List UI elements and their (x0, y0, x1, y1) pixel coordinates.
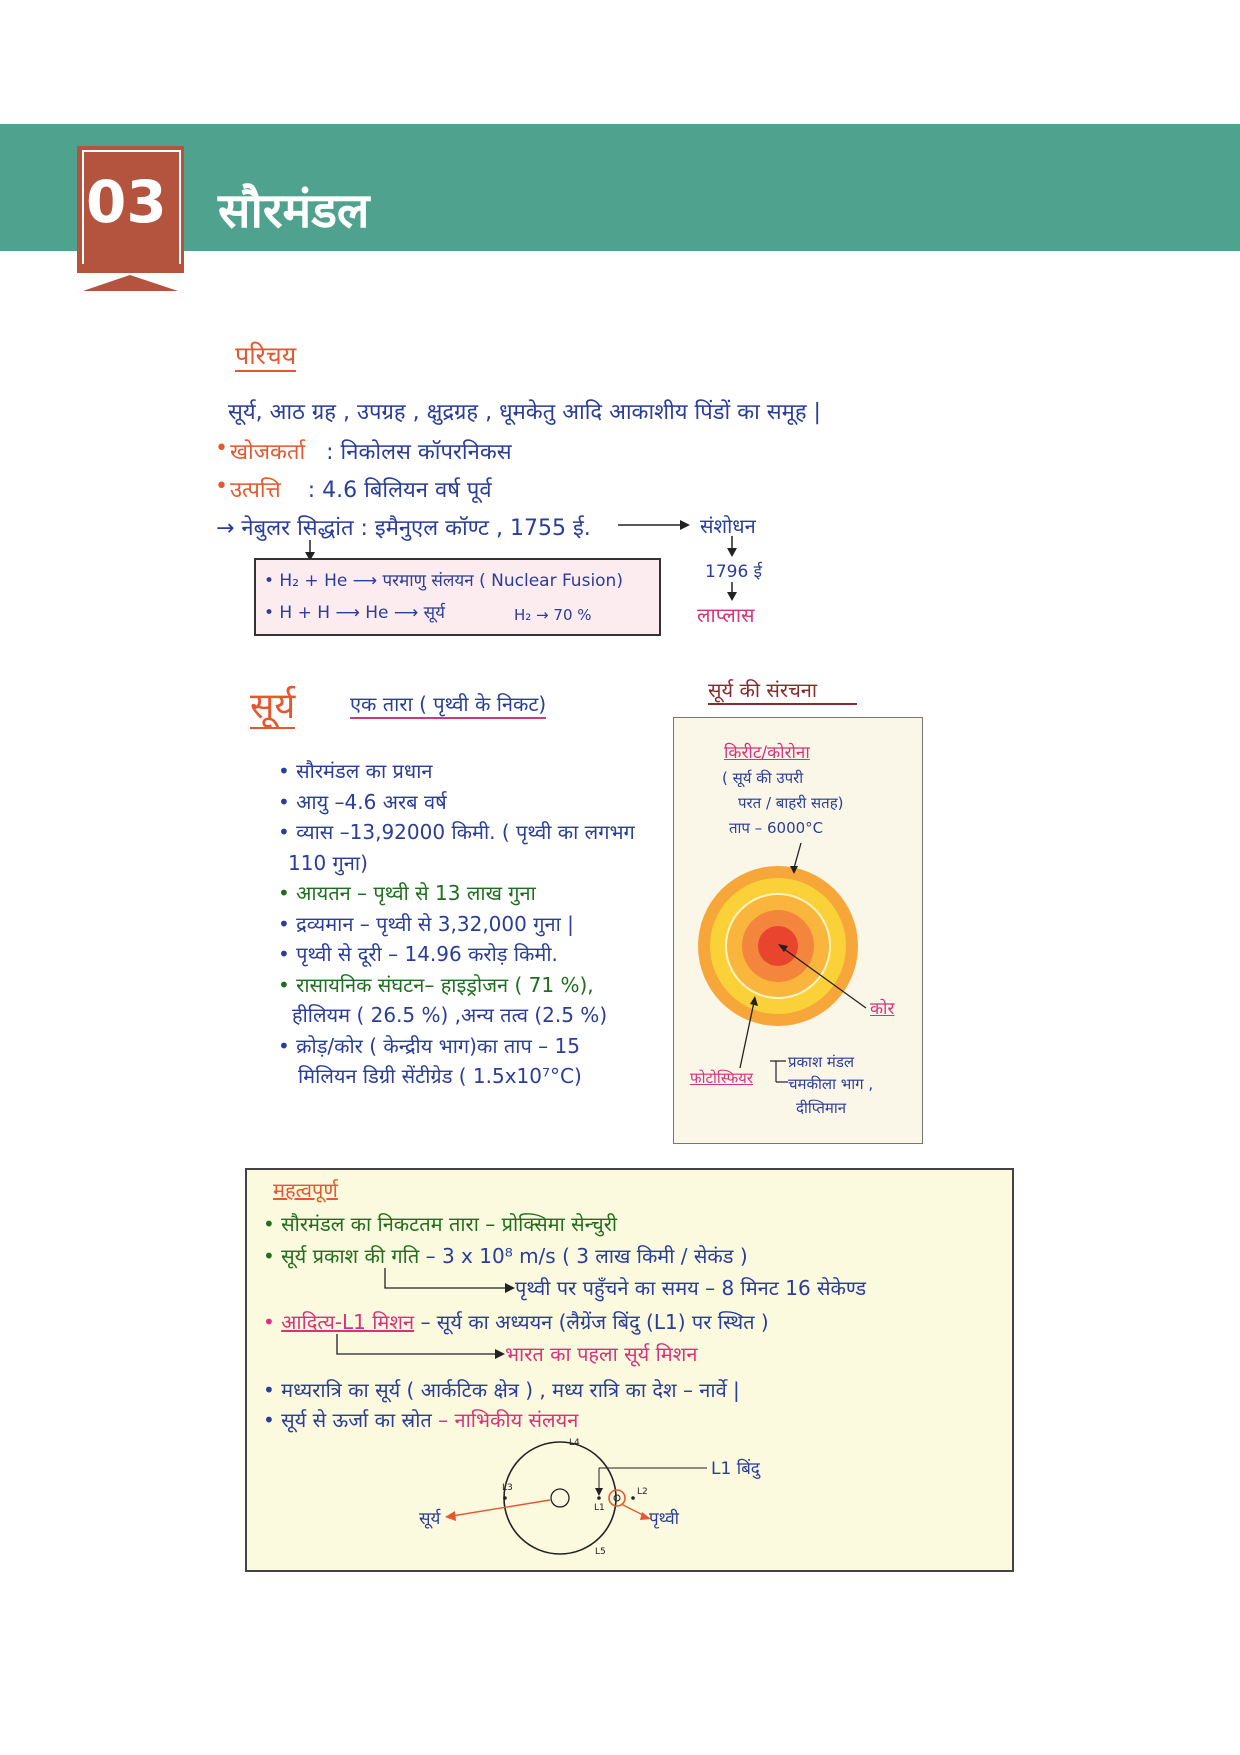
revision-label: संशोधन (700, 514, 756, 538)
revision-by: लाप्लास (697, 603, 755, 627)
light-speed-value: – 3 x 10⁸ m/s ( 3 लाख किमी / सेकंड ) (425, 1244, 748, 1268)
fusion-note: H₂ → 70 % (514, 606, 592, 624)
photosphere-desc-3: दीप्तिमान (796, 1099, 847, 1117)
fact-item: • सौरमंडल का प्रधान (278, 759, 433, 783)
diagram-sun-label: सूर्य (419, 1509, 441, 1529)
discoverer-value: : निकोलस कॉपरनिकस (326, 440, 512, 465)
bullet-dot: • (215, 436, 228, 461)
fusion-box (254, 558, 661, 636)
photosphere-desc-2: चमकीला भाग , (788, 1075, 874, 1093)
chapter-title: सौरमंडल (218, 183, 370, 239)
diagram-earth-label: पृथ्वी (649, 1509, 680, 1529)
sun-facts (278, 756, 635, 1092)
important-line-6: • मध्यरात्रि का सूर्य ( आर्कटिक क्षेत्र ) , मध्य रात्रि का देश – नार्वे | (263, 1378, 740, 1402)
sun-core (758, 926, 798, 966)
important-line-4: • आदित्य-L1 मिशन – सूर्य का अध्ययन (लैग्रेंज बिंदु (L1) पर स्थित ) (263, 1310, 769, 1334)
origin-value: : 4.6 बिलियन वर्ष पूर्व (307, 478, 492, 503)
corona-desc-2: परत / बाहरी सतह) (738, 794, 844, 812)
l1-point-label: L1 बिंदु (711, 1459, 760, 1479)
bullet-dot: • (215, 474, 228, 499)
l5-text: L5 (595, 1547, 606, 1557)
structure-box (673, 717, 923, 1144)
aditya-label: आदित्य-L1 मिशन (281, 1310, 415, 1334)
important-box (245, 1168, 1014, 1572)
energy-source-value: – नाभिकीय संलयन (438, 1408, 579, 1432)
fusion-line-2: • H + H ⟶ He ⟶ सूर्य (264, 603, 446, 623)
corona-temp: ताप – 6000°C (729, 819, 824, 837)
intro-heading: परिचय (235, 341, 297, 370)
nebular-theory: → नेबुलर सिद्धांत : इमैनुएल कॉण्ट , 1755 ई. (216, 516, 591, 541)
light-speed-label: • सूर्य प्रकाश की गति (263, 1244, 420, 1268)
fact-item: • द्रव्यमान – पृथ्वी से 3,32,000 गुना | (278, 911, 574, 936)
corona-label: किरीट/कोरोना (724, 743, 810, 763)
photosphere-desc-1: प्रकाश मंडल (788, 1053, 855, 1071)
l3-text: L3 (502, 1483, 513, 1493)
structure-title: सूर्य की संरचना (708, 676, 857, 705)
photosphere-label: फोटोस्फियर (690, 1069, 754, 1087)
l4-text: L4 (569, 1438, 580, 1448)
fact-item: • आयु –4.6 अरब वर्ष (278, 789, 447, 814)
energy-source-label: • सूर्य से ऊर्जा का स्रोत (263, 1408, 432, 1432)
l2-point (631, 1496, 635, 1500)
earth-dot (609, 1490, 625, 1506)
l2-text: L2 (637, 1487, 648, 1497)
fact-item: • पृथ्वी से दूरी – 14.96 करोड़ किमी. (278, 942, 558, 966)
fact-item: हीलियम ( 26.5 %) ,अन्य तत्व (2.5 %) (292, 1003, 608, 1027)
sun-heading: सूर्य (250, 686, 296, 727)
l3-point (503, 1496, 507, 1500)
fusion-line-1: • H₂ + He ⟶ परमाणु संलयन ( Nuclear Fusion) (264, 571, 623, 591)
fact-item: • रासायनिक संघटन– हाइड्रोजन ( 71 %), (278, 972, 594, 997)
important-line-1: • सौरमंडल का निकटतम तारा – प्रोक्सिमा सेन्चुरी (263, 1212, 618, 1236)
origin-label: उत्पत्ति (230, 478, 281, 503)
l1-point (597, 1496, 601, 1500)
core-label: कोर (870, 999, 895, 1019)
corona-desc-1: ( सूर्य की उपरी (722, 769, 804, 787)
important-heading: महत्वपूर्ण (273, 1178, 338, 1202)
l1-text: L1 (594, 1503, 605, 1513)
revision-year: 1796 ई (705, 562, 763, 582)
lagrange-diagram (247, 1170, 1012, 1570)
fact-item: 110 गुना) (288, 850, 368, 875)
earth-inner (614, 1495, 620, 1501)
intro-definition: सूर्य, आठ ग्रह , उपग्रह , क्षुद्रग्रह , धूमकेतु आदि आकाशीय पिंडों का समूह | (228, 400, 821, 425)
chapter-number: 03 (86, 168, 167, 236)
important-line-5: भारत का पहला सूर्य मिशन (505, 1342, 698, 1366)
sun-subheading: एक तारा ( पृथ्वी के निकट) (350, 690, 546, 719)
fact-item: • व्यास –13,92000 किमी. ( पृथ्वी का लगभग (278, 820, 635, 844)
discoverer-label: खोजकर्ता (230, 440, 306, 465)
fact-item: • आयतन – पृथ्वी से 13 लाख गुना (278, 881, 536, 905)
aditya-value: – सूर्य का अध्ययन (लैग्रेंज बिंदु (L1) पर स्थित ) (420, 1310, 769, 1334)
important-line-3: पृथ्वी पर पहुँचने का समय – 8 मिनट 16 सेकेण्ड (515, 1276, 867, 1300)
fact-item: • क्रोड़/कोर ( केन्द्रीय भाग)का ताप – 15 (278, 1033, 580, 1058)
sun-dot (551, 1489, 569, 1507)
fact-item: मिलियन डिग्री सेंटीग्रेड ( 1.5x10⁷°C) (298, 1064, 582, 1088)
